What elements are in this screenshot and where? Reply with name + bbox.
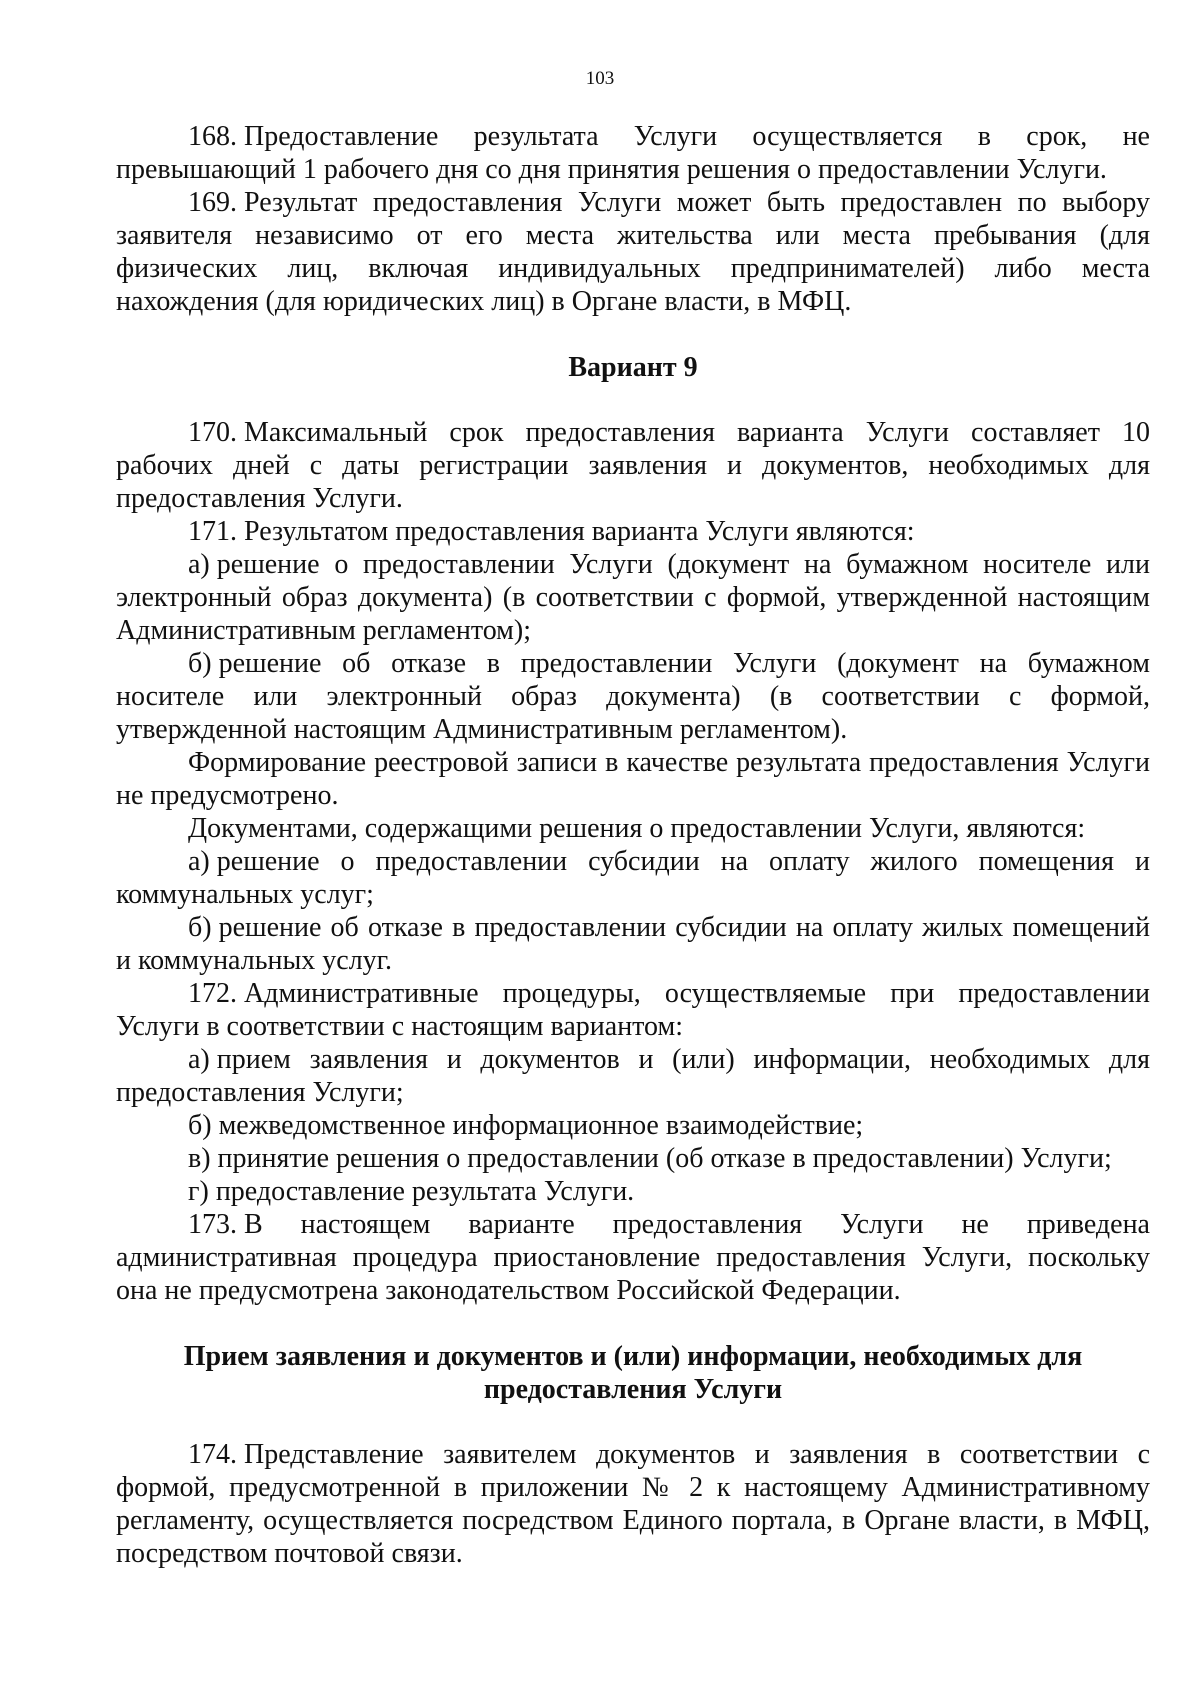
list-item-172-b: б) межведомственное информационное взаимодействие; [188,1110,864,1141]
paragraph-registry-record: Формирование реестровой записи в качестве результата предоставления Услуги не предусмотрено. [116,747,1150,811]
paragraph-174: 174. Представление заявителем документов и заявления в соответствии с формой, предусмотренной в приложении № 2 к настоящему Административному регламенту, осуществляется посредством Единого портала, в Органе власти, в МФЦ, посредством почтовой связи. [116,1439,1150,1569]
list-item-decision-b: б) решение об отказе в предоставлении субсидии на оплату жилых помещений и коммунальных услуг. [116,912,1150,976]
paragraph-168: 168. Предоставление результата Услуги осуществляется в срок, не превышающий 1 рабочего дня со дня принятия решения о предоставлении Услуги. [116,121,1150,185]
section-heading [116,1340,1150,1406]
page-number: 103 [585,68,615,89]
list-item-172-v: в) принятие решения о предоставлении (об отказе в предоставлении) Услуги; [188,1143,1112,1174]
list-item-171-b: б) решение об отказе в предоставлении Услуги (документ на бумажном носителе или электронный образ документа) (в соответствии с формой, утвержденной настоящим Административным регламентом). [116,648,1150,745]
paragraph-173: 173. В настоящем варианте предоставления Услуги не приведена административная процедура приостановление предоставления Услуги, поскольку она не предусмотрена законодательством Российской Федерации. [116,1209,1150,1306]
document-body [116,120,1150,1570]
list-item-171-a: а) решение о предоставлении Услуги (документ на бумажном носителе или электронный образ документа) (в соответствии с формой, утвержденной настоящим Административным регламентом); [116,549,1150,646]
paragraph-171: 171. Результатом предоставления варианта Услуги являются: [188,516,915,547]
variant-heading: Вариант 9 [568,352,698,383]
paragraph-170: 170. Максимальный срок предоставления варианта Услуги составляет 10 рабочих дней с даты регистрации заявления и документов, необходимых для предоставления Услуги. [116,417,1150,514]
list-item-172-g: г) предоставление результата Услуги. [188,1176,635,1207]
section-heading-line-2: предоставления Услуги [483,1374,783,1405]
paragraph-172: 172. Административные процедуры, осуществляемые при предоставлении Услуги в соответствии с настоящим вариантом: [116,978,1150,1042]
section-heading-line-1: Прием заявления и документов и (или) информации, необходимых для [183,1341,1083,1372]
list-item-172-a: а) прием заявления и документов и (или) информации, необходимых для предоставления Услуги; [116,1044,1150,1108]
paragraph-decision-documents: Документами, содержащими решения о предоставлении Услуги, являются: [188,813,1086,844]
paragraph-169: 169. Результат предоставления Услуги может быть предоставлен по выбору заявителя независимо от его места жительства или места пребывания (для физических лиц, включая индивидуальных предпринимателей) либо места нахождения (для юридических лиц) в Органе власти, в МФЦ. [116,187,1150,317]
list-item-decision-a: а) решение о предоставлении субсидии на оплату жилого помещения и коммунальных услуг; [116,846,1150,910]
